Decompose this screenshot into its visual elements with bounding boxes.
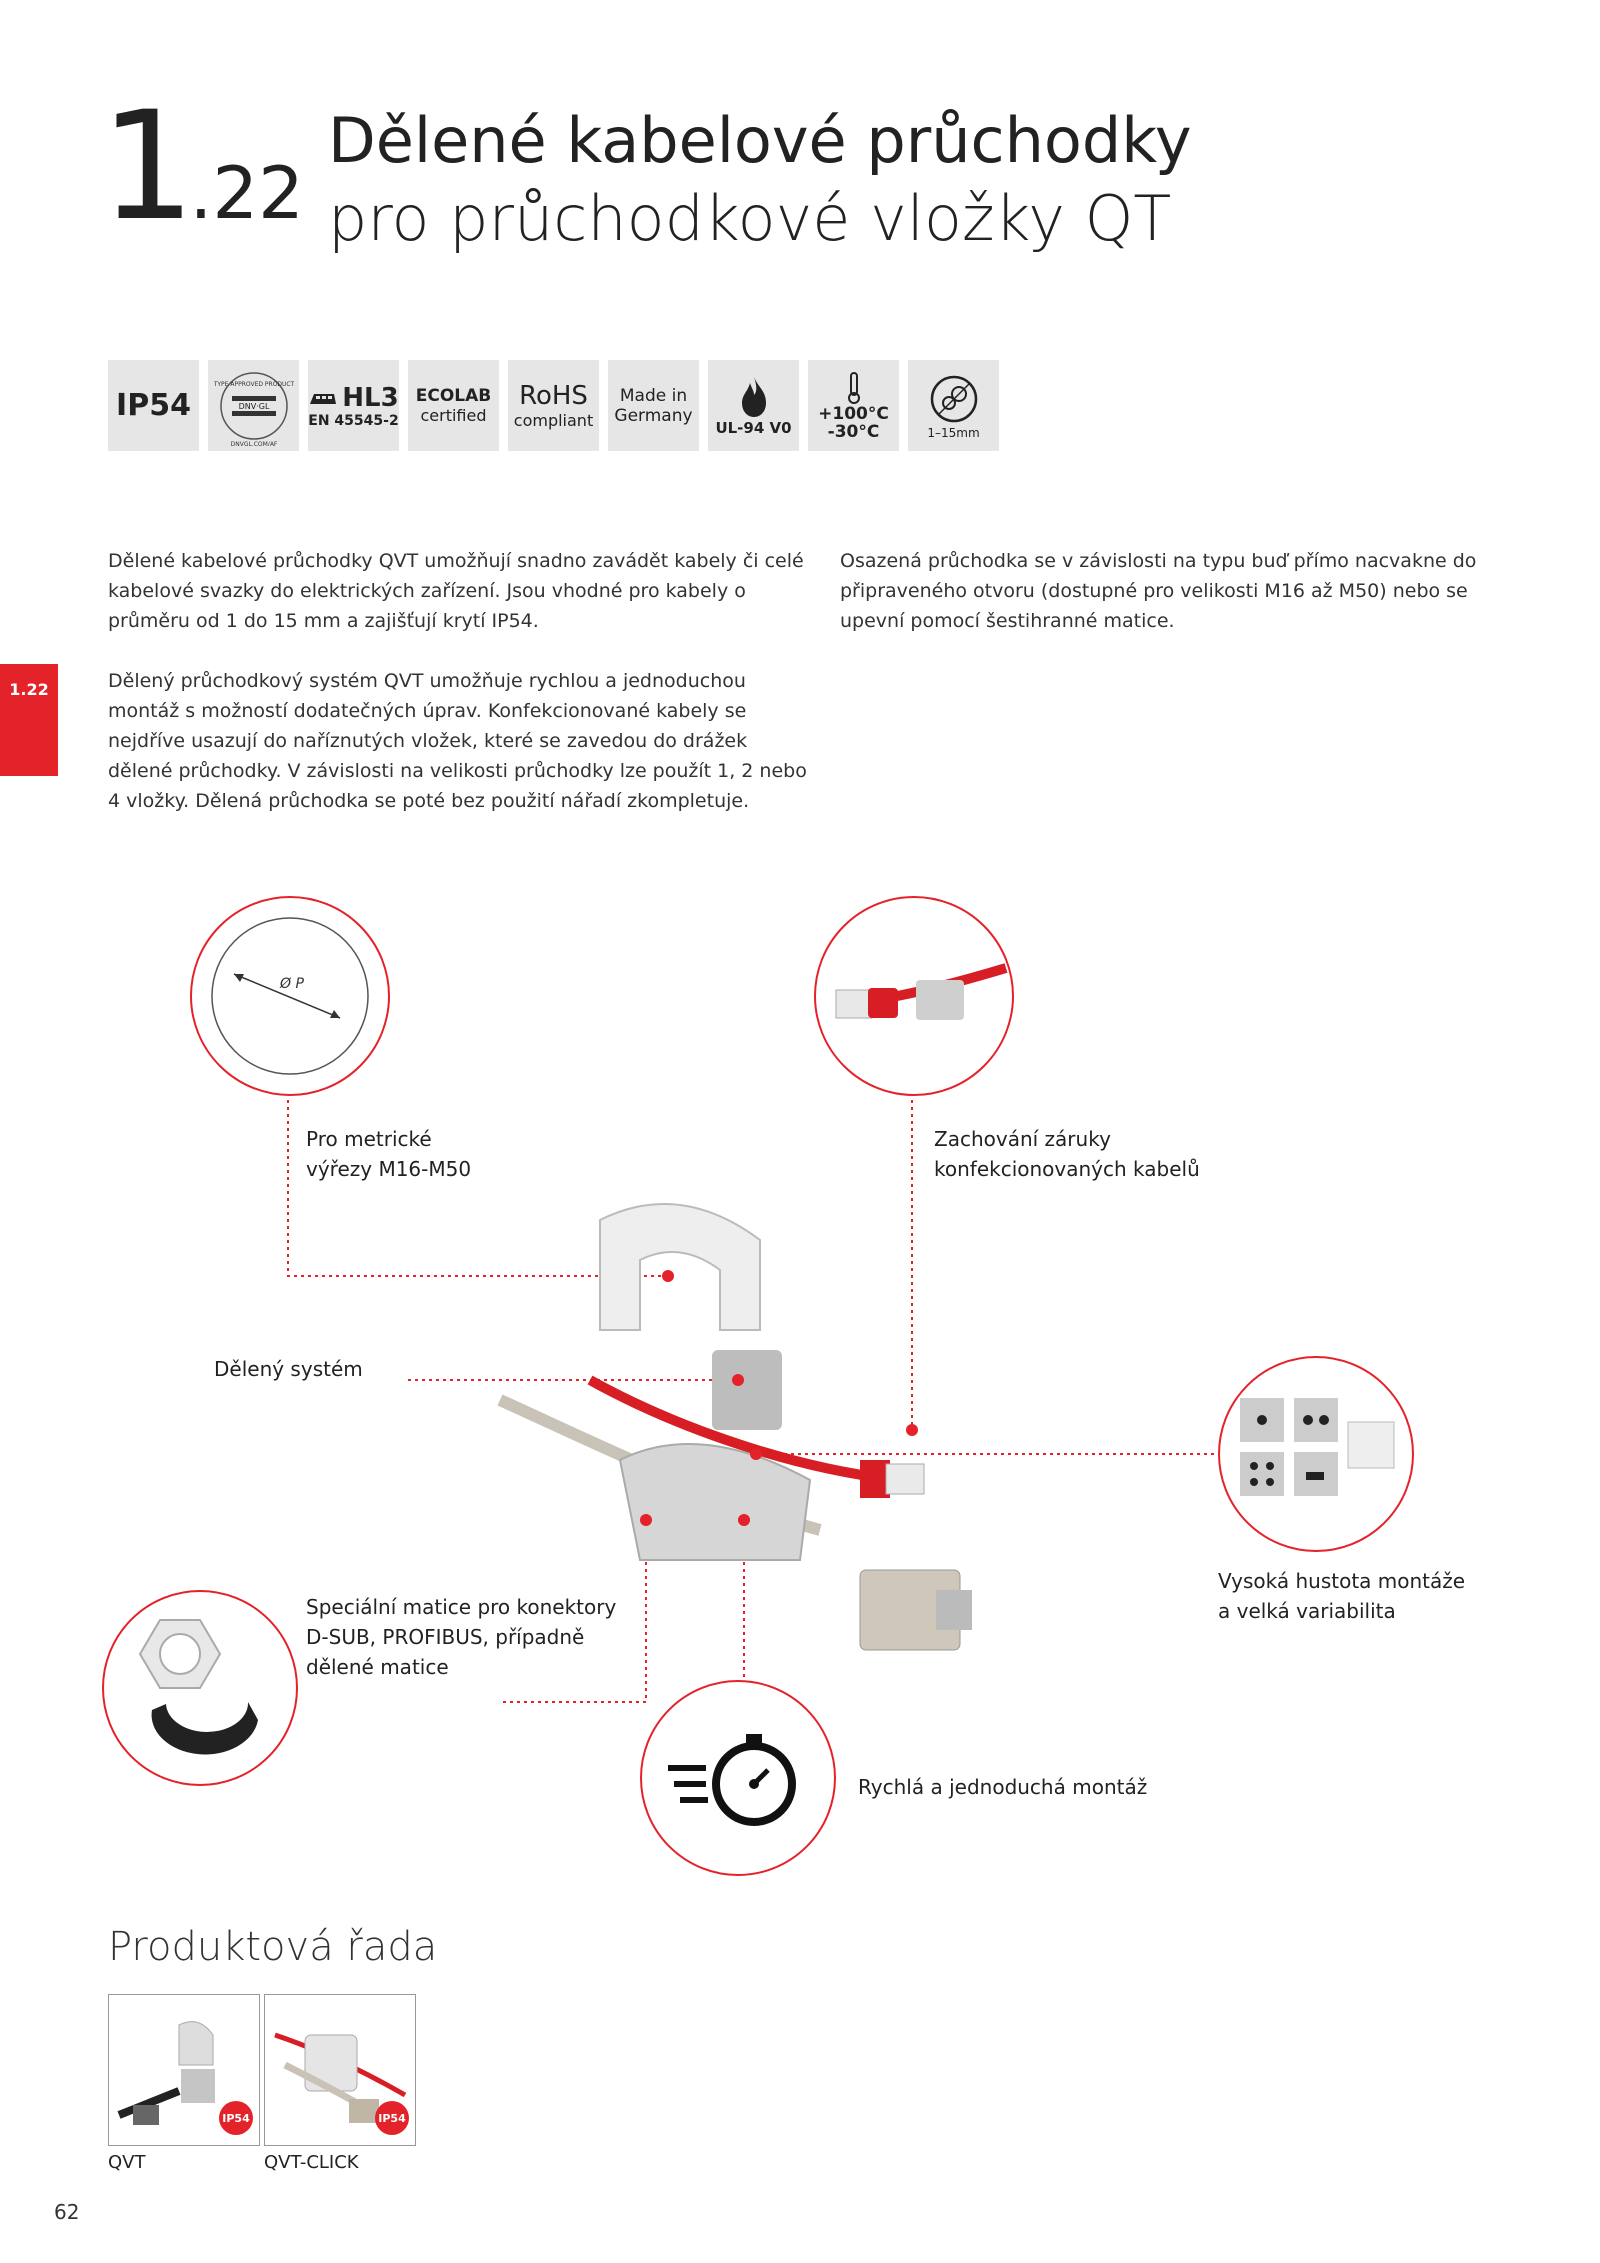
ip54-badge: IP54 — [375, 2101, 409, 2135]
ip54-badge: IP54 — [219, 2101, 253, 2135]
callout-dot-metric — [662, 1270, 674, 1282]
warranty-circle — [814, 896, 1014, 1096]
nut-circle — [102, 1590, 298, 1786]
diameter-circle — [190, 896, 390, 1096]
callout-quick: Rychlá a jednoduchá montáž — [858, 1775, 1148, 1799]
callout-dot-density — [750, 1448, 762, 1460]
product-range-title: Produktová řada — [108, 1924, 438, 1970]
chapter-tab[interactable]: 1.22 — [0, 664, 58, 776]
page-number: 62 — [54, 2200, 80, 2224]
intro-paragraph-2: Dělený průchodkový systém QVT umožňuje rychlou a jednoduchou montáž s možností dodatečných úprav. Konfekcionované kabely se nejdříve usazují do naříznutých vložek, které se zavedou do drážek dělené průchodky. V závislosti na velikosti průchodky lze použít 1, 2 nebo 4 vložky. Dělená průchodka se poté bez použití nářadí zkompletuje. — [108, 670, 807, 812]
callout-split: Dělený systém — [214, 1357, 363, 1381]
badge-cable-range: 1–15mm — [908, 360, 999, 451]
inserts-image — [1220, 1358, 1412, 1550]
diameter-icon — [192, 898, 388, 1094]
badge-ecolab: ECOLAB certified — [408, 360, 499, 451]
intro-paragraph-1: Dělené kabelové průchodky QVT umožňují snadno zavádět kabely či celé kabelové svazky do elektrických zařízení. Jsou vhodné pro kabely o průměru od 1 do 15 mm a zajišťují krytí IP54. — [108, 550, 804, 632]
svg-text:Ø P: Ø P — [280, 976, 304, 992]
density-circle — [1218, 1356, 1414, 1552]
product-label-qvt-click[interactable]: QVT-CLICK — [264, 2152, 359, 2173]
badge-rohs: RoHS compliant — [508, 360, 599, 451]
badge-hl3: HL3 EN 45545-2 — [308, 360, 399, 451]
badge-made-in-germany: Made in Germany — [608, 360, 699, 451]
svg-text:DNV·GL: DNV·GL — [238, 401, 269, 411]
stopwatch-icon — [642, 1682, 834, 1874]
callout-dot-quick — [738, 1514, 750, 1526]
page-subtitle: pro průchodkové vložky QT — [328, 182, 1172, 255]
chapter-number: 1.22 — [100, 80, 304, 254]
callout-warranty: Zachování záruky konfekcionovaných kabelů — [934, 1127, 1200, 1181]
product-label-qvt[interactable]: QVT — [108, 2152, 146, 2173]
product-thumb-qvt[interactable] — [108, 1994, 260, 2146]
callout-density: Vysoká hustota montáže a velká variabilita — [1218, 1569, 1466, 1623]
callout-nut: Speciální matice pro konektory D-SUB, PROFIBUS, případně dělené matice — [306, 1595, 617, 1679]
nuts-image — [104, 1592, 296, 1784]
callout-dot-nut — [640, 1514, 652, 1526]
product-thumb-qvt-click[interactable] — [264, 1994, 416, 2146]
rj45-cable-image — [816, 898, 1012, 1094]
svg-text:TYPE APPROVED PRODUCT: TYPE APPROVED PRODUCT — [213, 380, 294, 388]
badge-temperature: +100°C -30°C — [808, 360, 899, 451]
badge-ip54: IP54 — [108, 360, 199, 451]
callout-metric: Pro metrické výřezy M16-M50 — [306, 1127, 472, 1181]
intro-paragraph-3: Osazená průchodka se v závislosti na typu buď přímo nacvakne do připraveného otvoru (dostupné pro velikosti M16 až M50) nebo se upevní pomocí šestihranné matice. — [840, 550, 1477, 632]
quick-circle — [640, 1680, 836, 1876]
badge-ul94: UL-94 V0 — [708, 360, 799, 451]
callout-dot-split — [732, 1374, 744, 1386]
page-title: Dělené kabelové průchodky — [328, 104, 1192, 177]
svg-text:DNVGL.COM/AF: DNVGL.COM/AF — [230, 440, 277, 446]
callout-dot-warranty — [906, 1424, 918, 1436]
